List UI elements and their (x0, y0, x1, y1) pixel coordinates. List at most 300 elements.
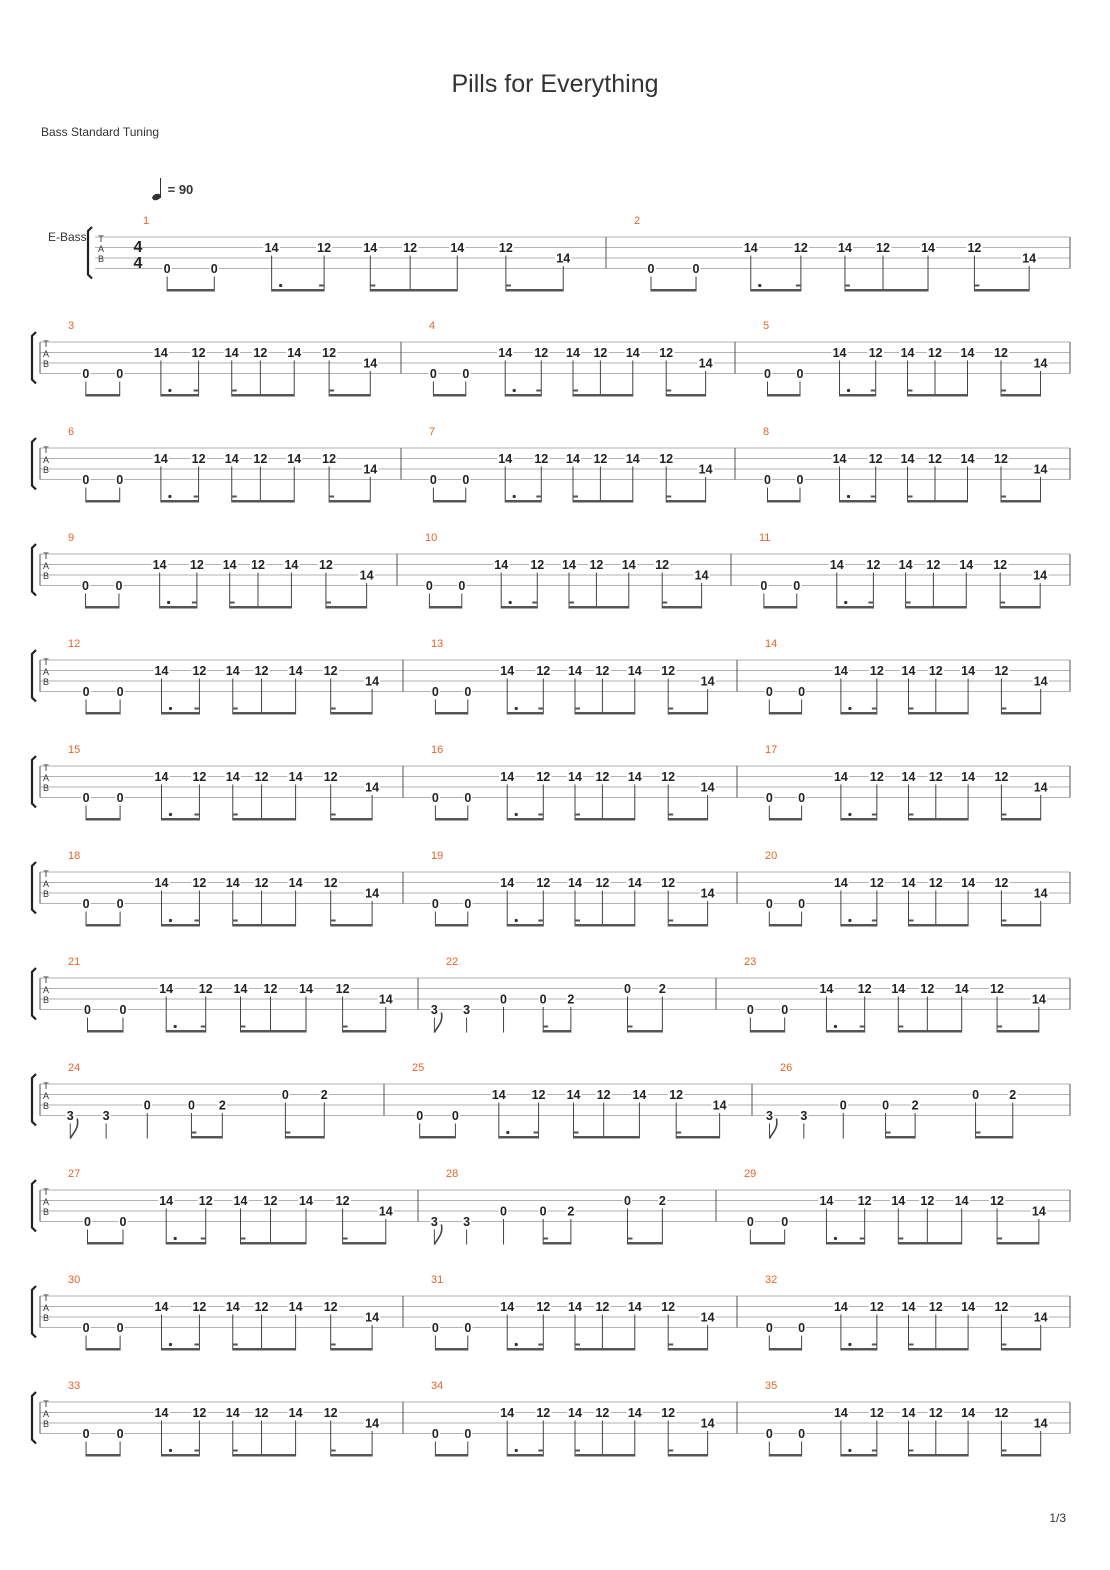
sixteenth-beam (370, 285, 375, 287)
beam (370, 289, 457, 292)
beam (343, 1030, 386, 1033)
fret-number: 12 (192, 770, 207, 784)
beam (573, 394, 633, 397)
beam (435, 818, 467, 821)
beam (997, 1030, 1039, 1033)
beam (840, 500, 876, 503)
fret-number: 12 (661, 664, 676, 678)
beam (575, 1348, 635, 1351)
fret-number: 14 (225, 1300, 240, 1314)
fret-number: 12 (536, 876, 551, 890)
fret-number: 12 (869, 876, 884, 890)
fret-number: 2 (1009, 1088, 1017, 1102)
fret-number: 0 (116, 1427, 124, 1441)
beam (86, 924, 120, 927)
fret-number: 0 (116, 473, 124, 487)
measure-number: 30 (68, 1274, 81, 1286)
fret-number: 12 (335, 1194, 350, 1208)
sixteenth-beam (860, 1026, 865, 1028)
fret-number: 14 (700, 1416, 715, 1431)
instrument-label: E-Bass (48, 230, 87, 244)
beam (343, 1242, 386, 1245)
measure-number: 7 (429, 426, 436, 438)
staff-system (32, 744, 1070, 821)
sixteenth-beam (573, 496, 578, 498)
fret-number: 0 (500, 992, 508, 1007)
fret-number: 14 (363, 462, 378, 477)
fret-number: 2 (320, 1088, 328, 1102)
fret-number: 0 (431, 685, 439, 699)
sixteenth-beam (191, 1132, 196, 1134)
fret-number: 2 (567, 992, 575, 1007)
measure (765, 638, 1049, 715)
sixteenth-beam (668, 1344, 673, 1346)
fret-number: 14 (625, 346, 640, 360)
measure-number: 23 (744, 956, 757, 968)
fret-number: 12 (323, 770, 338, 784)
rhythm-dot (168, 495, 171, 498)
measure-number: 35 (765, 1380, 778, 1392)
fret-number: 14 (1033, 462, 1048, 477)
beam (767, 394, 799, 397)
beam (233, 924, 296, 927)
fret-number: 12 (994, 452, 1008, 466)
beam (1001, 1454, 1040, 1457)
fret-number: 12 (189, 558, 204, 572)
fret-number: 12 (655, 558, 670, 572)
fret-number: 14 (819, 982, 834, 996)
sixteenth-beam (538, 1450, 543, 1452)
sixteenth-beam (1001, 496, 1006, 498)
beam (543, 1030, 571, 1033)
rhythm-dot (515, 707, 518, 710)
fret-number: 12 (595, 1300, 610, 1314)
sixteenth-beam (908, 1344, 913, 1346)
fret-number: 0 (765, 897, 773, 911)
measure (68, 850, 380, 927)
fret-number: 0 (431, 791, 439, 805)
beam (997, 1242, 1039, 1245)
system-bracket (32, 1180, 36, 1232)
sixteenth-beam (668, 814, 673, 816)
beam (86, 818, 120, 821)
sixteenth-beam (233, 1450, 238, 1452)
beam (88, 1242, 124, 1245)
measure-number: 21 (68, 956, 81, 968)
fret-number: 12 (323, 1300, 338, 1314)
sixteenth-beam (575, 814, 580, 816)
fret-number: 14 (698, 462, 713, 477)
fret-number: 14 (154, 1300, 169, 1314)
fret-number: 12 (589, 558, 604, 572)
beam (1001, 1348, 1040, 1351)
sixteenth-beam (575, 708, 580, 710)
fret-number: 14 (222, 558, 237, 572)
fret-number: 0 (647, 262, 655, 276)
fret-number: 14 (365, 1310, 380, 1325)
tab-clef-letter: B (42, 465, 50, 475)
fret-number: 14 (299, 1194, 313, 1208)
measure-number: 10 (425, 532, 438, 544)
fret-number: 2 (658, 1194, 666, 1208)
rhythm-dot (279, 284, 282, 287)
fret-number: 3 (463, 1003, 471, 1017)
fret-number: 0 (798, 685, 806, 699)
sixteenth-beam (194, 814, 199, 816)
fret-number: 12 (254, 876, 269, 890)
beam (331, 818, 372, 821)
fret-number: 14 (225, 876, 240, 890)
rhythm-dot (169, 707, 172, 710)
measure (429, 426, 714, 503)
fret-number: 0 (764, 473, 771, 487)
sixteenth-beam (868, 602, 873, 604)
beam (435, 924, 467, 927)
sixteenth-beam (1001, 1450, 1006, 1452)
measure (744, 956, 1047, 1033)
sixteenth-beam (662, 602, 667, 604)
sixteenth-beam (536, 496, 541, 498)
fret-number: 12 (251, 558, 265, 572)
sixteenth-beam (343, 1238, 348, 1240)
beam (666, 500, 705, 503)
fret-number: 0 (798, 1427, 806, 1441)
beam (627, 1030, 662, 1033)
beam (86, 1454, 120, 1457)
fret-number: 12 (536, 770, 551, 784)
fret-number: 14 (566, 452, 580, 466)
measure-number: 6 (68, 426, 75, 438)
fret-number: 14 (363, 356, 378, 371)
measure (759, 532, 1048, 609)
beam (162, 712, 200, 715)
measure (430, 956, 667, 1033)
fret-number: 14 (712, 1098, 727, 1113)
beam (233, 818, 296, 821)
fret-number: 14 (621, 558, 636, 572)
fret-number: 0 (116, 1321, 124, 1335)
fret-number: 12 (536, 1406, 551, 1420)
beam (420, 1136, 456, 1139)
beam (769, 818, 801, 821)
beam (764, 606, 797, 609)
beam (1000, 606, 1040, 609)
time-signature-denominator: 4 (133, 255, 143, 272)
beam (769, 1454, 801, 1457)
fret-number: 14 (900, 452, 915, 466)
tab-clef-letter: B (42, 783, 50, 793)
sixteenth-beam (668, 708, 673, 710)
measure (430, 1168, 667, 1245)
sixteenth-beam (192, 602, 197, 604)
fret-number: 0 (187, 1098, 195, 1113)
sixteenth-beam (194, 1450, 199, 1452)
beam (499, 1136, 539, 1139)
fret-number: 14 (1033, 674, 1048, 689)
fret-number: 0 (429, 473, 437, 487)
beam (841, 1454, 877, 1457)
beam (86, 394, 120, 397)
tab-clef-letter: B (42, 677, 50, 687)
fret-number: 12 (993, 558, 1008, 572)
fret-number: 14 (898, 558, 913, 572)
fret-number: 14 (1033, 1310, 1048, 1325)
rhythm-dot (169, 1449, 172, 1452)
fret-number: 12 (868, 452, 883, 466)
tab-clef-letter: B (42, 1101, 50, 1111)
fret-number: 12 (866, 558, 881, 572)
fret-number: 0 (84, 1215, 91, 1229)
measure-number: 13 (431, 638, 444, 650)
fret-number: 0 (760, 579, 768, 593)
fret-number: 12 (322, 346, 337, 360)
fret-number: 0 (882, 1098, 890, 1113)
system-bracket (32, 862, 36, 914)
sixteenth-beam (319, 285, 324, 287)
fret-number: 14 (568, 1406, 582, 1420)
fret-number: 3 (800, 1109, 808, 1123)
fret-number: 14 (921, 241, 935, 255)
beam (1001, 500, 1041, 503)
fret-number: 12 (967, 241, 982, 255)
measure-number: 31 (431, 1274, 444, 1286)
fret-number: 14 (901, 770, 916, 784)
sixteenth-beam (1001, 390, 1006, 392)
tab-clef-letter: A (42, 1303, 50, 1313)
fret-number: 14 (365, 780, 380, 795)
measure (431, 850, 716, 927)
beam (769, 1348, 801, 1351)
staff-system (32, 1274, 1070, 1351)
tab-clef-letter: B (42, 1313, 50, 1323)
fret-number: 12 (661, 876, 676, 890)
tab-clef-letter: B (42, 889, 50, 899)
sixteenth-beam (976, 1132, 981, 1134)
fret-number: 14 (233, 1194, 248, 1208)
beam (162, 818, 200, 821)
rhythm-dot (509, 601, 512, 604)
staff-system (32, 320, 1070, 397)
fret-number: 14 (901, 876, 916, 890)
rhythm-dot (848, 813, 851, 816)
measure (763, 426, 1049, 503)
sixteenth-beam (974, 285, 979, 287)
fret-number: 14 (154, 876, 169, 890)
fret-number: 0 (464, 1321, 472, 1335)
sixteenth-beam (668, 1450, 673, 1452)
fret-number: 12 (994, 1300, 1009, 1314)
measure-number: 29 (744, 1168, 757, 1180)
fret-number: 12 (191, 346, 206, 360)
fret-number: 0 (765, 1321, 773, 1335)
fret-number: 14 (1031, 1204, 1046, 1219)
tab-clef-letter: T (43, 657, 49, 667)
sixteenth-beam (201, 1026, 206, 1028)
fret-number: 14 (627, 1300, 642, 1314)
fret-number: 2 (567, 1204, 575, 1219)
beam (331, 712, 372, 715)
measure-number: 22 (446, 956, 459, 968)
fret-number: 14 (832, 346, 847, 360)
beam (898, 1242, 961, 1245)
beam (573, 500, 633, 503)
fret-number: 12 (335, 982, 350, 996)
tab-clef-letter: A (42, 1409, 50, 1419)
tab-clef-letter: B (42, 359, 50, 369)
fret-number: 14 (288, 664, 303, 678)
fret-number: 14 (833, 1406, 848, 1420)
sixteenth-beam (331, 1450, 336, 1452)
fret-number: 14 (225, 664, 240, 678)
fret-number: 12 (793, 241, 808, 255)
beam (841, 1348, 877, 1351)
rhythm-dot (758, 284, 761, 287)
beam (841, 924, 877, 927)
fret-number: 14 (224, 346, 239, 360)
sixteenth-beam (872, 1344, 877, 1346)
beam (1001, 818, 1040, 821)
fret-number: 12 (928, 876, 943, 890)
beam (161, 394, 199, 397)
sixteenth-beam (871, 496, 876, 498)
measure-number: 34 (431, 1380, 444, 1392)
rhythm-dot (834, 1025, 837, 1028)
fret-number: 0 (143, 1098, 151, 1113)
rhythm-dot (844, 601, 847, 604)
fret-number: 12 (990, 1194, 1005, 1208)
fret-number: 0 (796, 367, 804, 381)
fret-number: 12 (263, 982, 278, 996)
sixteenth-beam (908, 708, 913, 710)
fret-number: 14 (700, 674, 715, 689)
beam (429, 606, 461, 609)
fret-number: 14 (568, 664, 582, 678)
beam (507, 1454, 543, 1457)
fret-number: 12 (593, 452, 608, 466)
measure (765, 1274, 1049, 1351)
measure (765, 1062, 1017, 1139)
system-bracket (32, 438, 36, 490)
fret-number: 12 (253, 452, 268, 466)
beam (908, 1454, 968, 1457)
fret-number: 0 (781, 1003, 789, 1017)
beam (676, 1136, 719, 1139)
sixteenth-beam (538, 708, 543, 710)
rhythm-dot (513, 389, 516, 392)
fret-number: 12 (254, 1300, 269, 1314)
system-bracket (88, 227, 92, 279)
fret-number: 12 (857, 1194, 872, 1208)
fret-number: 14 (365, 674, 380, 689)
tab-clef-letter: B (42, 995, 50, 1005)
rhythm-dot (169, 813, 172, 816)
fret-number: 14 (833, 664, 848, 678)
fret-number: 0 (765, 685, 773, 699)
beam (331, 1348, 372, 1351)
beam (575, 924, 635, 927)
fret-number: 0 (431, 1427, 439, 1441)
beam (769, 924, 801, 927)
tempo-value: = 90 (167, 182, 194, 197)
rhythm-dot (169, 1343, 172, 1346)
fret-number: 14 (700, 886, 715, 901)
fret-number: 14 (491, 1088, 506, 1102)
fret-number: 12 (254, 664, 269, 678)
fret-number: 0 (793, 579, 801, 593)
song-title: Pills for Everything (451, 70, 659, 98)
measure-number: 17 (765, 744, 778, 756)
fret-number: 0 (464, 685, 472, 699)
fret-number: 12 (595, 770, 610, 784)
fret-number: 14 (287, 452, 302, 466)
measure-number: 15 (68, 744, 81, 756)
fret-number: 12 (254, 1406, 269, 1420)
sixteenth-beam (538, 1344, 543, 1346)
fret-number: 3 (463, 1215, 471, 1229)
fret-number: 12 (536, 1300, 551, 1314)
fret-number: 0 (765, 791, 773, 805)
fret-number: 0 (796, 473, 804, 487)
beam (668, 818, 707, 821)
fret-number: 14 (378, 1204, 393, 1219)
tab-clef-letter: T (43, 1399, 49, 1409)
fret-number: 0 (81, 579, 89, 593)
sixteenth-beam (285, 1132, 290, 1134)
fret-number: 14 (287, 346, 302, 360)
tab-clef-letter: A (42, 985, 50, 995)
fret-number: 14 (838, 241, 852, 255)
fret-number: 14 (152, 558, 167, 572)
tab-clef-letter: A (42, 1091, 50, 1101)
tab-clef-letter: T (43, 445, 49, 455)
sixteenth-beam (331, 1344, 336, 1346)
sixteenth-beam (543, 1238, 548, 1240)
sixteenth-beam (573, 390, 578, 392)
fret-number: 14 (1022, 251, 1037, 266)
fret-number: 14 (233, 982, 248, 996)
fret-number: 14 (829, 558, 844, 572)
beam (1001, 712, 1040, 715)
tab-clef-letter: B (42, 1419, 50, 1429)
tab-clef-letter: A (42, 879, 50, 889)
fret-number: 14 (627, 1406, 642, 1420)
beam (976, 1136, 1013, 1139)
beam (240, 1030, 306, 1033)
fret-number: 12 (317, 241, 332, 255)
measure (66, 1062, 329, 1139)
sixteenth-beam (1001, 920, 1006, 922)
sixteenth-beam (908, 496, 913, 498)
fret-number: 14 (954, 1194, 969, 1208)
fret-number: 12 (869, 664, 884, 678)
fret-number: 14 (154, 1406, 169, 1420)
beam (166, 1030, 206, 1033)
fret-number: 0 (425, 579, 433, 593)
fret-number: 14 (1033, 356, 1048, 371)
measure (68, 1274, 380, 1351)
fret-number: 12 (994, 664, 1009, 678)
beam (750, 1030, 784, 1033)
rhythm-dot (515, 919, 518, 922)
fret-number: 0 (82, 1427, 90, 1441)
fret-number: 12 (192, 1406, 207, 1420)
tab-clef-letter: T (43, 1293, 49, 1303)
fret-number: 14 (568, 1300, 582, 1314)
fret-number: 0 (972, 1088, 980, 1102)
beam (769, 712, 801, 715)
sixteenth-beam (997, 1238, 1002, 1240)
sixteenth-beam (331, 814, 336, 816)
